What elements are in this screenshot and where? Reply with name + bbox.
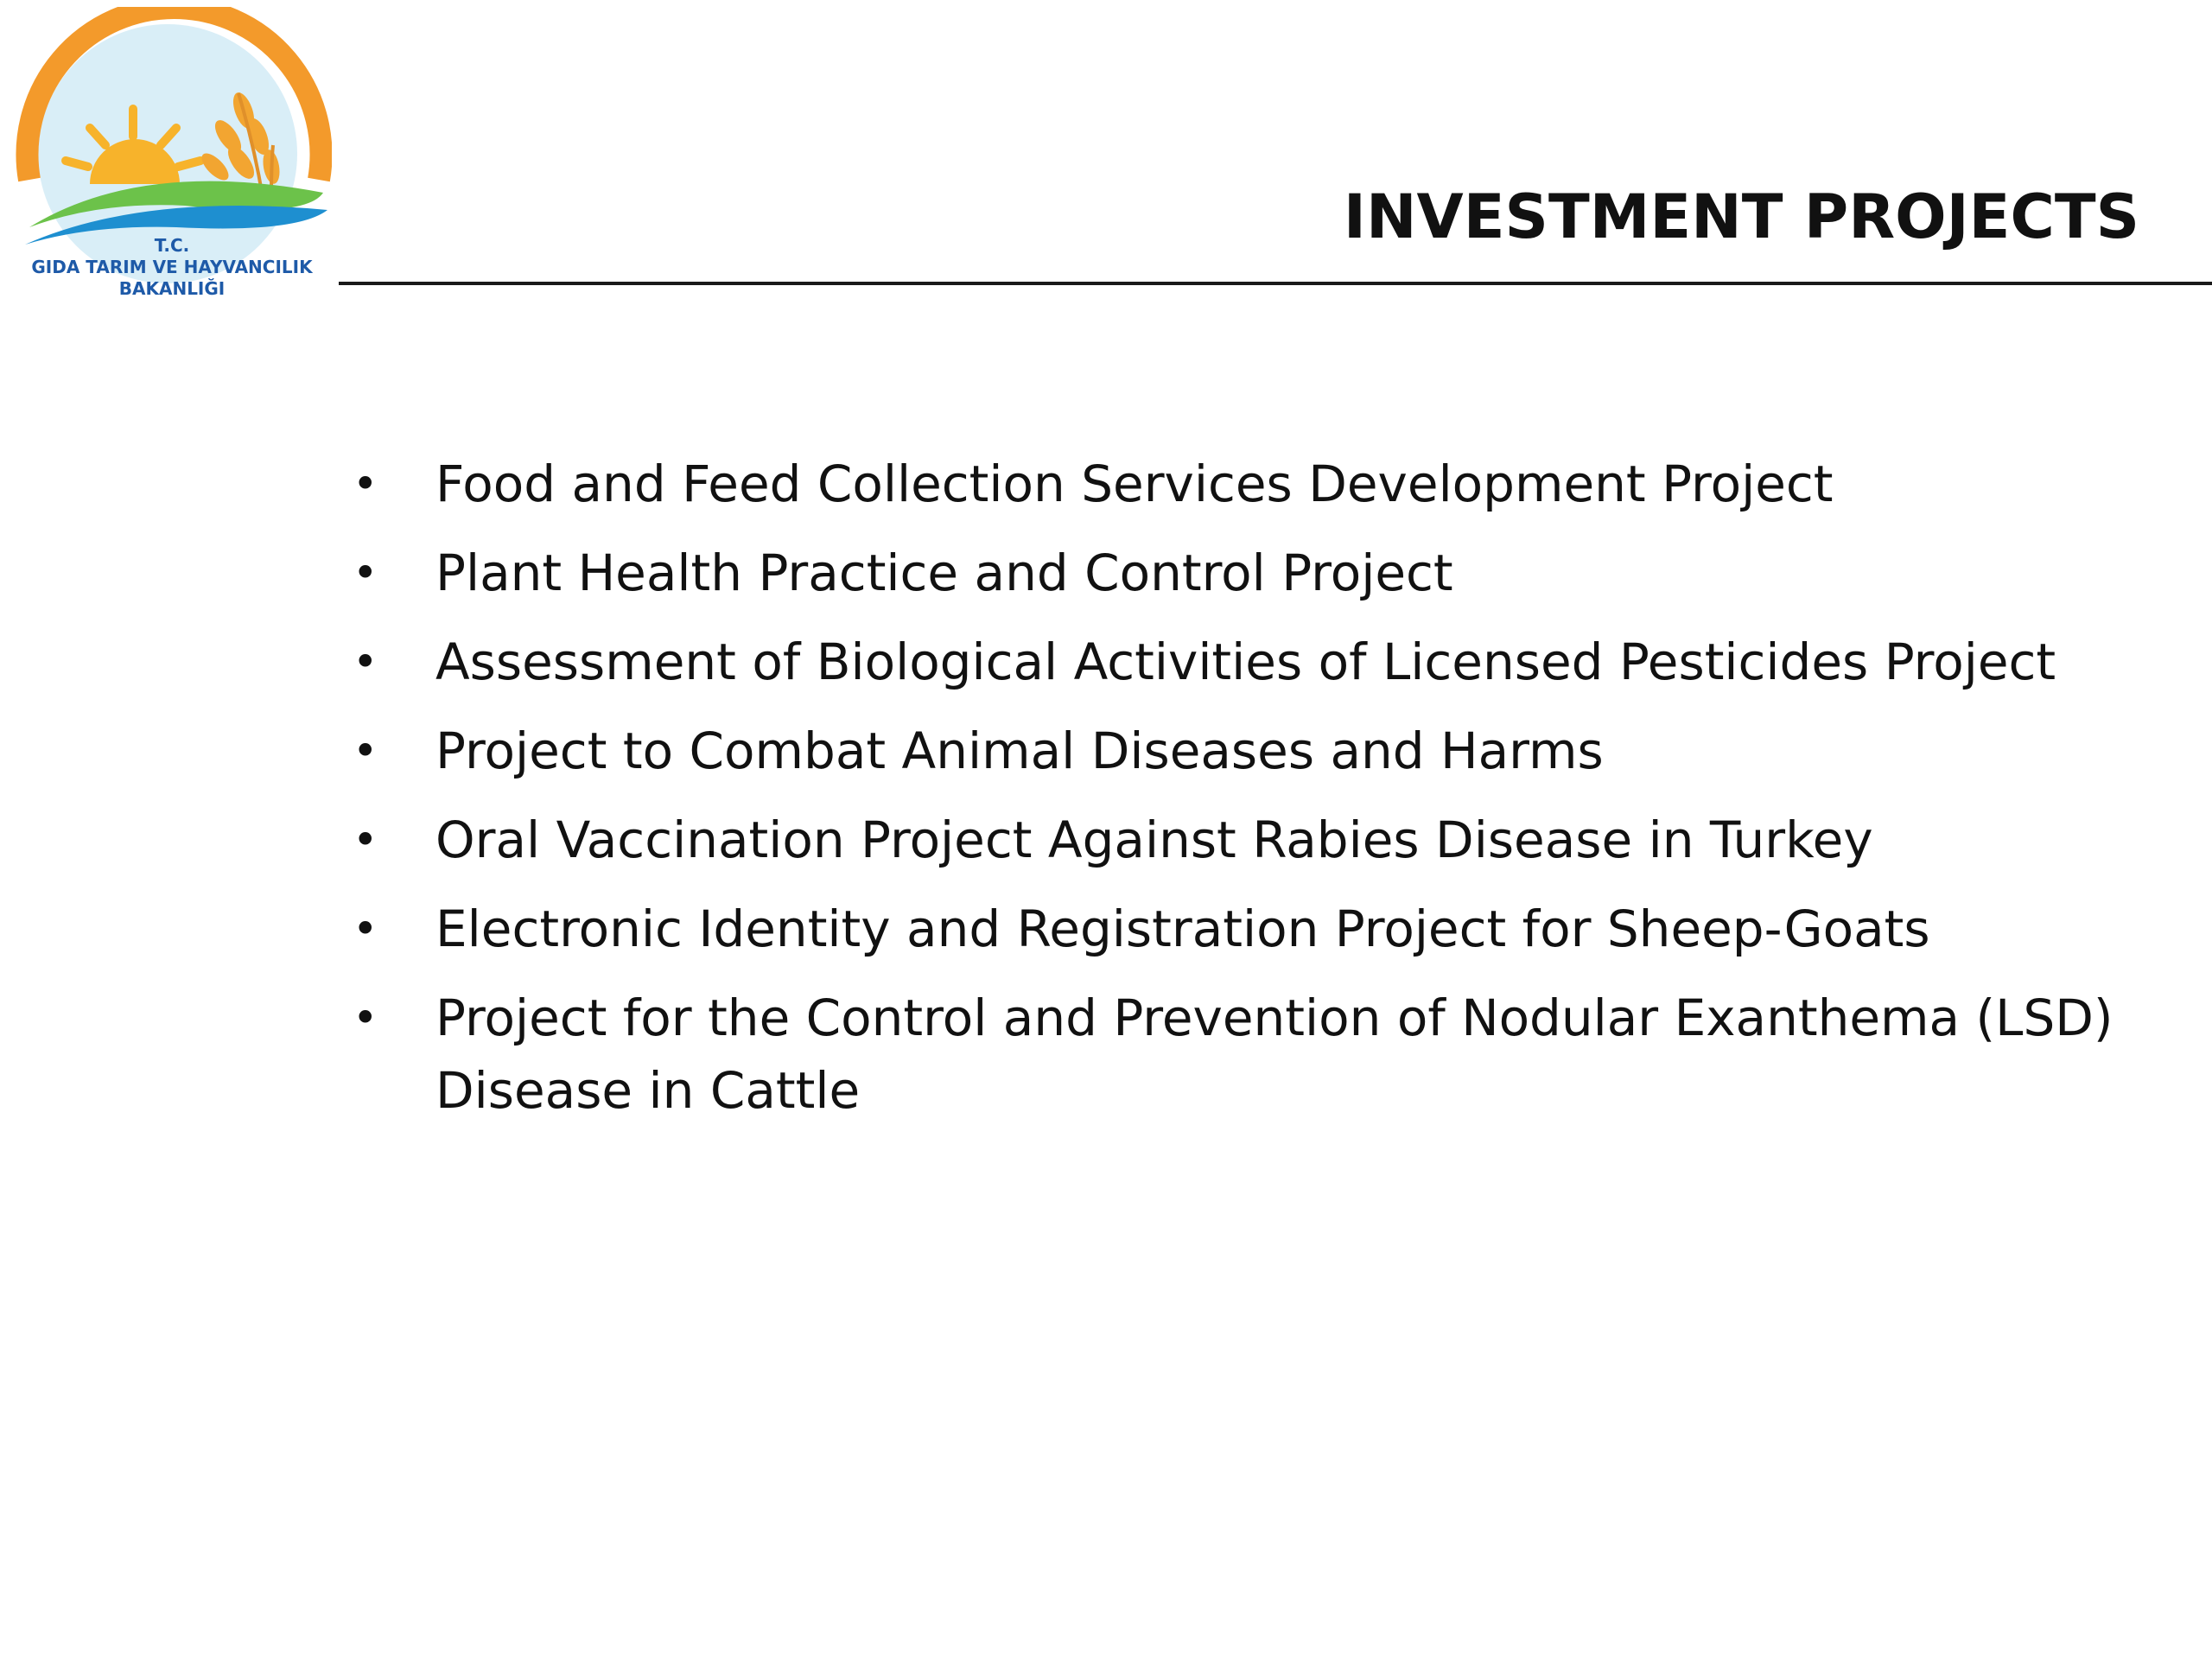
list-item (346, 893, 2160, 965)
list-item (346, 626, 2160, 698)
title-divider (339, 282, 2212, 285)
project-label: Project to Combat Animal Diseases and Harms (435, 721, 1604, 780)
project-label: Food and Feed Collection Services Development Project (435, 454, 1834, 513)
bullet-icon: • (353, 904, 378, 954)
bullet-icon: • (353, 637, 378, 687)
list-item (346, 448, 2160, 520)
project-label: Project for the Control and Prevention of Nodular Exanthema (LSD) Disease in Cattle (435, 988, 2113, 1120)
project-label: Assessment of Biological Activities of Licensed Pesticides Project (435, 632, 2056, 691)
slide-title: INVESTMENT PROJECTS (1343, 181, 2139, 252)
bullet-icon: • (353, 815, 378, 865)
project-label: Oral Vaccination Project Against Rabies Disease in Turkey (435, 810, 1873, 869)
bullet-icon: • (353, 459, 378, 509)
list-item (346, 804, 2160, 876)
logo-text-ministry-name: GIDA TARIM VE HAYVANCILIK (31, 257, 313, 277)
list-item (346, 982, 2160, 1127)
bullet-icon: • (353, 726, 378, 776)
list-item (346, 537, 2160, 609)
logo-text-ministry: BAKANLIĞI (118, 278, 226, 299)
project-label: Electronic Identity and Registration Project for Sheep-Goats (435, 899, 1930, 958)
bullet-icon: • (353, 548, 378, 598)
project-label: Plant Health Practice and Control Project (435, 543, 1453, 602)
ministry-logo-graphic (12, 7, 332, 305)
list-item (346, 715, 2160, 787)
ministry-logo (12, 7, 332, 305)
logo-text-tc: T.C. (154, 235, 190, 256)
bullet-icon: • (353, 993, 378, 1043)
project-list (346, 448, 2160, 1143)
